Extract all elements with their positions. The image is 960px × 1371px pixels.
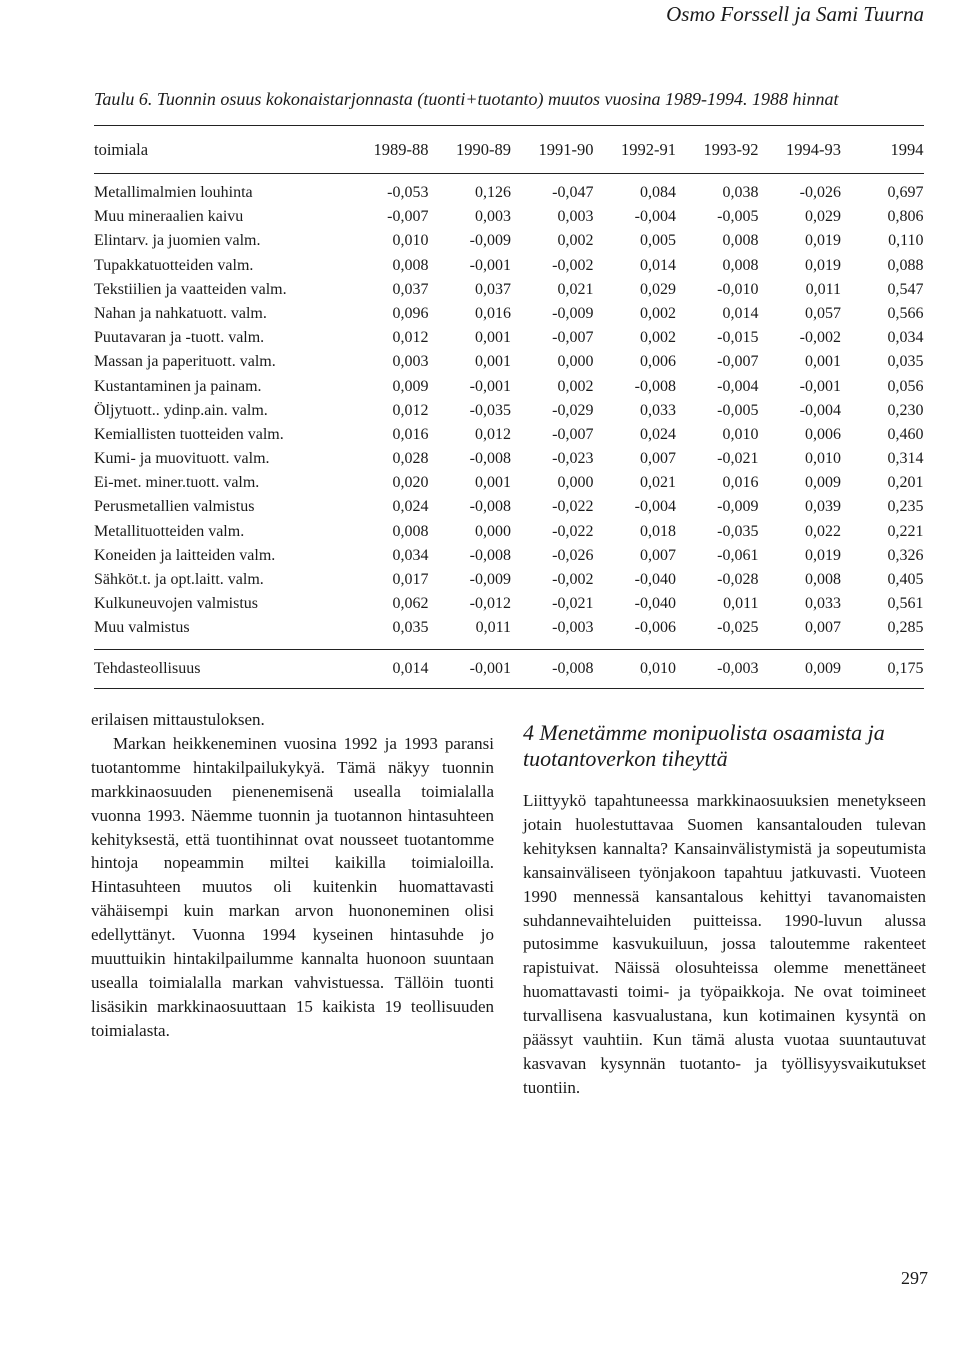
table-row — [94, 423, 924, 447]
table-cell: 0,008 — [722, 232, 759, 250]
table-row — [94, 229, 924, 253]
table-cell: -0,001 — [469, 377, 511, 395]
column-header: 1994 — [890, 140, 924, 159]
table-cell: 0,006 — [805, 425, 841, 443]
table-cell: -0,026 — [552, 546, 594, 564]
table-cell: -0,008 — [634, 377, 676, 395]
table-cell: 0,314 — [887, 450, 924, 468]
table-cell: 0,037 — [392, 280, 429, 298]
table-cell: 0,011 — [805, 280, 841, 298]
table-cell: 0,034 — [392, 546, 429, 564]
table-cell: 0,000 — [557, 353, 594, 371]
table-cell: -0,009 — [552, 304, 594, 322]
row-label: Tupakkatuotteiden valm. — [94, 256, 254, 274]
table-cell: 0,012 — [392, 329, 429, 347]
table-total-row — [94, 650, 924, 688]
total-cell: 0,175 — [887, 659, 924, 677]
table-cell: 0,022 — [805, 522, 841, 540]
table-cell: 0,010 — [805, 450, 841, 468]
table-cell: -0,023 — [552, 450, 594, 468]
table-row — [94, 520, 924, 544]
row-label: Elintarv. ja juomien valm. — [94, 232, 261, 250]
table-cell: 0,005 — [640, 232, 676, 250]
column-header: 1991-90 — [538, 140, 594, 159]
table-cell: 0,126 — [475, 184, 511, 201]
right-text-column — [523, 708, 926, 1100]
paragraph: Markan heikkeneminen vuosina 1992 ja 1993 paransi tuotantomme hintakilpailukykyä. Tämä näkyy tuonnin markkinaosuuden pienenemisenä usealla toimialalla vuonna 1993. Näemme tuonnin ja tuotannon hintasuhteen kehityksestä, että tuontihinnat ovat nousseet tuotantomme hintoja nopeammin miltei kaikilla toimialoilla. Hintasuhteen muutos oli kuitenkin huomattavasti vähäisempi kuin markan arvon huononeminen olisi edellyttänyt. Vuonna 1994 kyseinen hintasuhde jo muuttuikin hintakilpailumme kannalta huonoon suuntaan usealla toimialalla markan vahvistuessa. Tällöin tuonti lisäsikin markkinaosuuttaan 15 kaikista 19 teollisuuden toimialasta. — [91, 733, 494, 1040]
table-cell: -0,022 — [552, 498, 594, 516]
table-cell: 0,033 — [640, 401, 676, 419]
total-cell: 0,014 — [392, 659, 429, 677]
table-cell: 0,019 — [805, 546, 841, 564]
table-cell: 0,201 — [887, 474, 924, 492]
table-cell: -0,005 — [717, 401, 759, 419]
table-cell: 0,028 — [392, 450, 429, 468]
table-cell: -0,009 — [469, 571, 511, 588]
table-cell: 0,697 — [887, 184, 924, 201]
table-cell: -0,012 — [469, 595, 511, 613]
table-cell: -0,003 — [552, 619, 594, 637]
table-cell: 0,017 — [392, 571, 429, 588]
table-cell: 0,033 — [805, 595, 841, 613]
table-cell: 0,039 — [805, 498, 841, 516]
table-cell: -0,009 — [469, 232, 511, 250]
table-cell: 0,000 — [557, 474, 594, 492]
row-label: Öljytuott.. ydinp.ain. valm. — [94, 401, 268, 419]
table-cell: 0,285 — [887, 619, 924, 637]
table-cell: 0,008 — [722, 256, 759, 274]
total-cell: -0,008 — [552, 659, 594, 677]
table-row — [94, 495, 924, 519]
row-label: Massan ja paperituott. valm. — [94, 353, 276, 371]
table-cell: 0,230 — [887, 401, 924, 419]
table-cell: 0,001 — [475, 329, 511, 347]
table-cell: -0,026 — [799, 184, 841, 201]
table-cell: -0,028 — [717, 571, 759, 588]
column-header: 1989-88 — [373, 140, 429, 159]
table-cell: 0,000 — [475, 522, 511, 540]
table-cell: 0,016 — [722, 474, 759, 492]
table-cell: -0,007 — [552, 329, 594, 347]
table-cell: -0,040 — [634, 571, 676, 588]
table-row — [94, 447, 924, 471]
table-cell: 0,008 — [392, 522, 429, 540]
table-cell: -0,035 — [469, 401, 511, 419]
row-label: Metallimalmien louhinta — [94, 184, 253, 201]
table-row — [94, 278, 924, 302]
table-cell: -0,029 — [552, 401, 594, 419]
total-label: Tehdasteollisuus — [94, 659, 201, 677]
data-table — [94, 125, 924, 689]
table-cell: 0,001 — [805, 353, 841, 371]
row-label: Muu mineraalien kaivu — [94, 208, 244, 226]
row-label: Metallituotteiden valm. — [94, 522, 245, 540]
table-cell: 0,002 — [557, 232, 594, 250]
table-cell: 0,014 — [722, 304, 759, 322]
table-cell: -0,010 — [717, 280, 759, 298]
total-cell: -0,001 — [469, 659, 511, 677]
table-cell: 0,096 — [392, 304, 429, 322]
table-row — [94, 399, 924, 423]
table-cell: 0,024 — [640, 425, 676, 443]
table-cell: 0,010 — [722, 425, 759, 443]
table-cell: 0,016 — [475, 304, 511, 322]
table-cell: 0,003 — [475, 208, 511, 226]
table-cell: 0,460 — [887, 425, 924, 443]
paragraph: Liittyykö tapahtuneessa markkinaosuuksien menetykseen jotain huolestuttavaa Suomen kansantalouden tulevan kehityksen kannalta? Kansainvälistymistä ja sopeutumista kansainväliseen työnjakoon tapahtuu jatkuvasti. Vuoteen 1990 mennessä kansantalous kehittyi tavanomaisten suhdannevaihteluiden puitteissa. 1990-luvun alussa putosimme kasvukuiluun, jossa taloutemme rakenteet rapistuivat. Näissä olosuhteissa olemme menettäneet huomattavasti toimi- ja työpaikkoja. Ne ovat toimineet turvallisena kasvualustana, kun kotimainen kysyntä on päässyt vauhtiin. Kun tämä alusta vuotaa suuntautuvat kasvavan kysynnän tuotanto- ja työllisyysvaikutukset tuontiin. — [523, 791, 926, 1097]
table-cell: -0,002 — [552, 256, 594, 274]
column-header: 1993-92 — [703, 140, 759, 159]
table-cell: 0,029 — [640, 280, 676, 298]
table-cell: 0,011 — [475, 619, 511, 637]
table-cell: 0,561 — [887, 595, 924, 613]
row-label: Kemiallisten tuotteiden valm. — [94, 425, 284, 443]
table-row — [94, 350, 924, 374]
table-cell: 0,019 — [805, 232, 841, 250]
row-label: Muu valmistus — [94, 619, 190, 637]
total-cell: 0,010 — [640, 659, 676, 677]
page-number: 297 — [901, 1268, 928, 1288]
table-cell: -0,001 — [469, 256, 511, 274]
table-row — [94, 205, 924, 229]
table-cell: 0,003 — [557, 208, 594, 226]
table-row — [94, 326, 924, 350]
table-cell: 0,057 — [805, 304, 841, 322]
left-text-column — [91, 708, 494, 1043]
column-header-label: toimiala — [94, 140, 149, 159]
table-cell: 0,008 — [392, 256, 429, 274]
table-cell: -0,004 — [634, 498, 676, 516]
table-cell: 0,021 — [557, 280, 594, 298]
table-cell: 0,021 — [640, 474, 676, 492]
column-header: 1990-89 — [456, 140, 511, 159]
table-cell: 0,001 — [475, 353, 511, 371]
table-cell: -0,035 — [717, 522, 759, 540]
row-label: Perusmetallien valmistus — [94, 498, 255, 516]
table-cell: -0,007 — [387, 208, 429, 226]
table-cell: 0,221 — [887, 522, 924, 540]
column-header: 1992-91 — [621, 140, 676, 159]
table-cell: -0,004 — [634, 208, 676, 226]
table-row — [94, 302, 924, 326]
table-cell: 0,006 — [640, 353, 676, 371]
table-cell: 0,037 — [475, 280, 511, 298]
table-cell: -0,025 — [717, 619, 759, 637]
table-cell: 0,018 — [640, 522, 676, 540]
table-cell: 0,010 — [392, 232, 429, 250]
table-cell: 0,024 — [392, 498, 429, 516]
table-cell: 0,009 — [392, 377, 429, 395]
table-cell: 0,035 — [392, 619, 429, 637]
row-label: Puutavaran ja -tuott. valm. — [94, 329, 265, 347]
row-label: Kulkuneuvojen valmistus — [94, 595, 258, 613]
table-cell: 0,034 — [887, 329, 924, 347]
table-cell: 0,011 — [723, 595, 759, 613]
total-cell: 0,009 — [805, 659, 841, 677]
row-label: Tekstiilien ja vaatteiden valm. — [94, 280, 287, 298]
table-cell: -0,022 — [552, 522, 594, 540]
table-cell: 0,029 — [805, 208, 841, 226]
table-cell: 0,002 — [640, 329, 676, 347]
row-label: Sähköt.t. ja opt.laitt. valm. — [94, 571, 264, 588]
table-cell: 0,806 — [887, 208, 924, 226]
row-label: Ei-met. miner.tuott. valm. — [94, 474, 260, 492]
table-cell: -0,004 — [717, 377, 759, 395]
table-cell: 0,007 — [640, 450, 676, 468]
table-row — [94, 544, 924, 568]
table-cell: 0,020 — [392, 474, 429, 492]
paragraph: erilaisen mittaustuloksen. — [91, 710, 265, 729]
table-cell: -0,002 — [799, 329, 841, 347]
table-cell: -0,008 — [469, 498, 511, 516]
table-cell: -0,007 — [717, 353, 759, 371]
table-cell: 0,062 — [392, 595, 429, 613]
table-body — [94, 174, 924, 649]
table-cell: -0,006 — [634, 619, 676, 637]
table-cell: 0,566 — [887, 304, 924, 322]
row-label: Kustantaminen ja painam. — [94, 377, 262, 395]
section-heading: 4 Menetämme monipuolista osaamista ja tuotantoverkon tiheyttä — [523, 720, 885, 771]
table-cell: -0,008 — [469, 450, 511, 468]
table-cell: 0,110 — [888, 232, 924, 250]
table-cell: -0,007 — [552, 425, 594, 443]
total-cell: -0,003 — [717, 659, 759, 677]
table-cell: 0,001 — [475, 474, 511, 492]
bottom-rule — [94, 688, 924, 689]
table-cell: 0,012 — [475, 425, 511, 443]
table-row — [94, 181, 924, 205]
table-cell: -0,002 — [552, 571, 594, 588]
table-cell: -0,015 — [717, 329, 759, 347]
table-cell: -0,021 — [717, 450, 759, 468]
table-cell: -0,047 — [552, 184, 594, 201]
table-row — [94, 375, 924, 399]
row-label: Kumi- ja muovituott. valm. — [94, 450, 270, 468]
table-cell: -0,061 — [717, 546, 759, 564]
table-cell: 0,038 — [722, 184, 759, 201]
table-cell: 0,007 — [805, 619, 841, 637]
table-caption: Taulu 6. Tuonnin osuus kokonaistarjonnasta (tuonti+tuotanto) muutos vuosina 1989-1994. 1988 hinnat — [94, 89, 839, 109]
table-cell: -0,021 — [552, 595, 594, 613]
table-cell: 0,035 — [887, 353, 924, 371]
table-cell: 0,002 — [557, 377, 594, 395]
table-cell: 0,008 — [805, 571, 841, 588]
row-label: Nahan ja nahkatuott. valm. — [94, 304, 267, 322]
table-cell: 0,084 — [640, 184, 676, 201]
table-cell: 0,326 — [887, 546, 924, 564]
table-cell: 0,235 — [887, 498, 924, 516]
table-row — [94, 254, 924, 278]
table-cell: -0,004 — [799, 401, 841, 419]
table-cell: -0,053 — [387, 184, 429, 201]
running-head: Osmo Forssell ja Sami Tuurna — [666, 2, 924, 26]
table-cell: 0,007 — [640, 546, 676, 564]
row-label: Koneiden ja laitteiden valm. — [94, 546, 276, 564]
table-row — [94, 592, 924, 616]
table-row — [94, 471, 924, 495]
table-cell: 0,002 — [640, 304, 676, 322]
table-cell: 0,019 — [805, 256, 841, 274]
table-cell: -0,005 — [717, 208, 759, 226]
table-cell: 0,009 — [805, 474, 841, 492]
table-cell: 0,056 — [887, 377, 924, 395]
table-cell: -0,008 — [469, 546, 511, 564]
table-cell: 0,547 — [887, 280, 924, 298]
table-header-row — [94, 126, 924, 173]
table-cell: 0,088 — [887, 256, 924, 274]
column-header: 1994-93 — [786, 140, 841, 159]
table-cell: 0,016 — [392, 425, 429, 443]
table-cell: -0,040 — [634, 595, 676, 613]
table-cell: 0,003 — [392, 353, 429, 371]
table-cell: 0,014 — [640, 256, 676, 274]
table-row — [94, 616, 924, 640]
table-row — [94, 568, 924, 592]
table-cell: -0,009 — [717, 498, 759, 516]
table-cell: 0,405 — [887, 571, 924, 588]
table-cell: -0,001 — [799, 377, 841, 395]
table-cell: 0,012 — [392, 401, 429, 419]
